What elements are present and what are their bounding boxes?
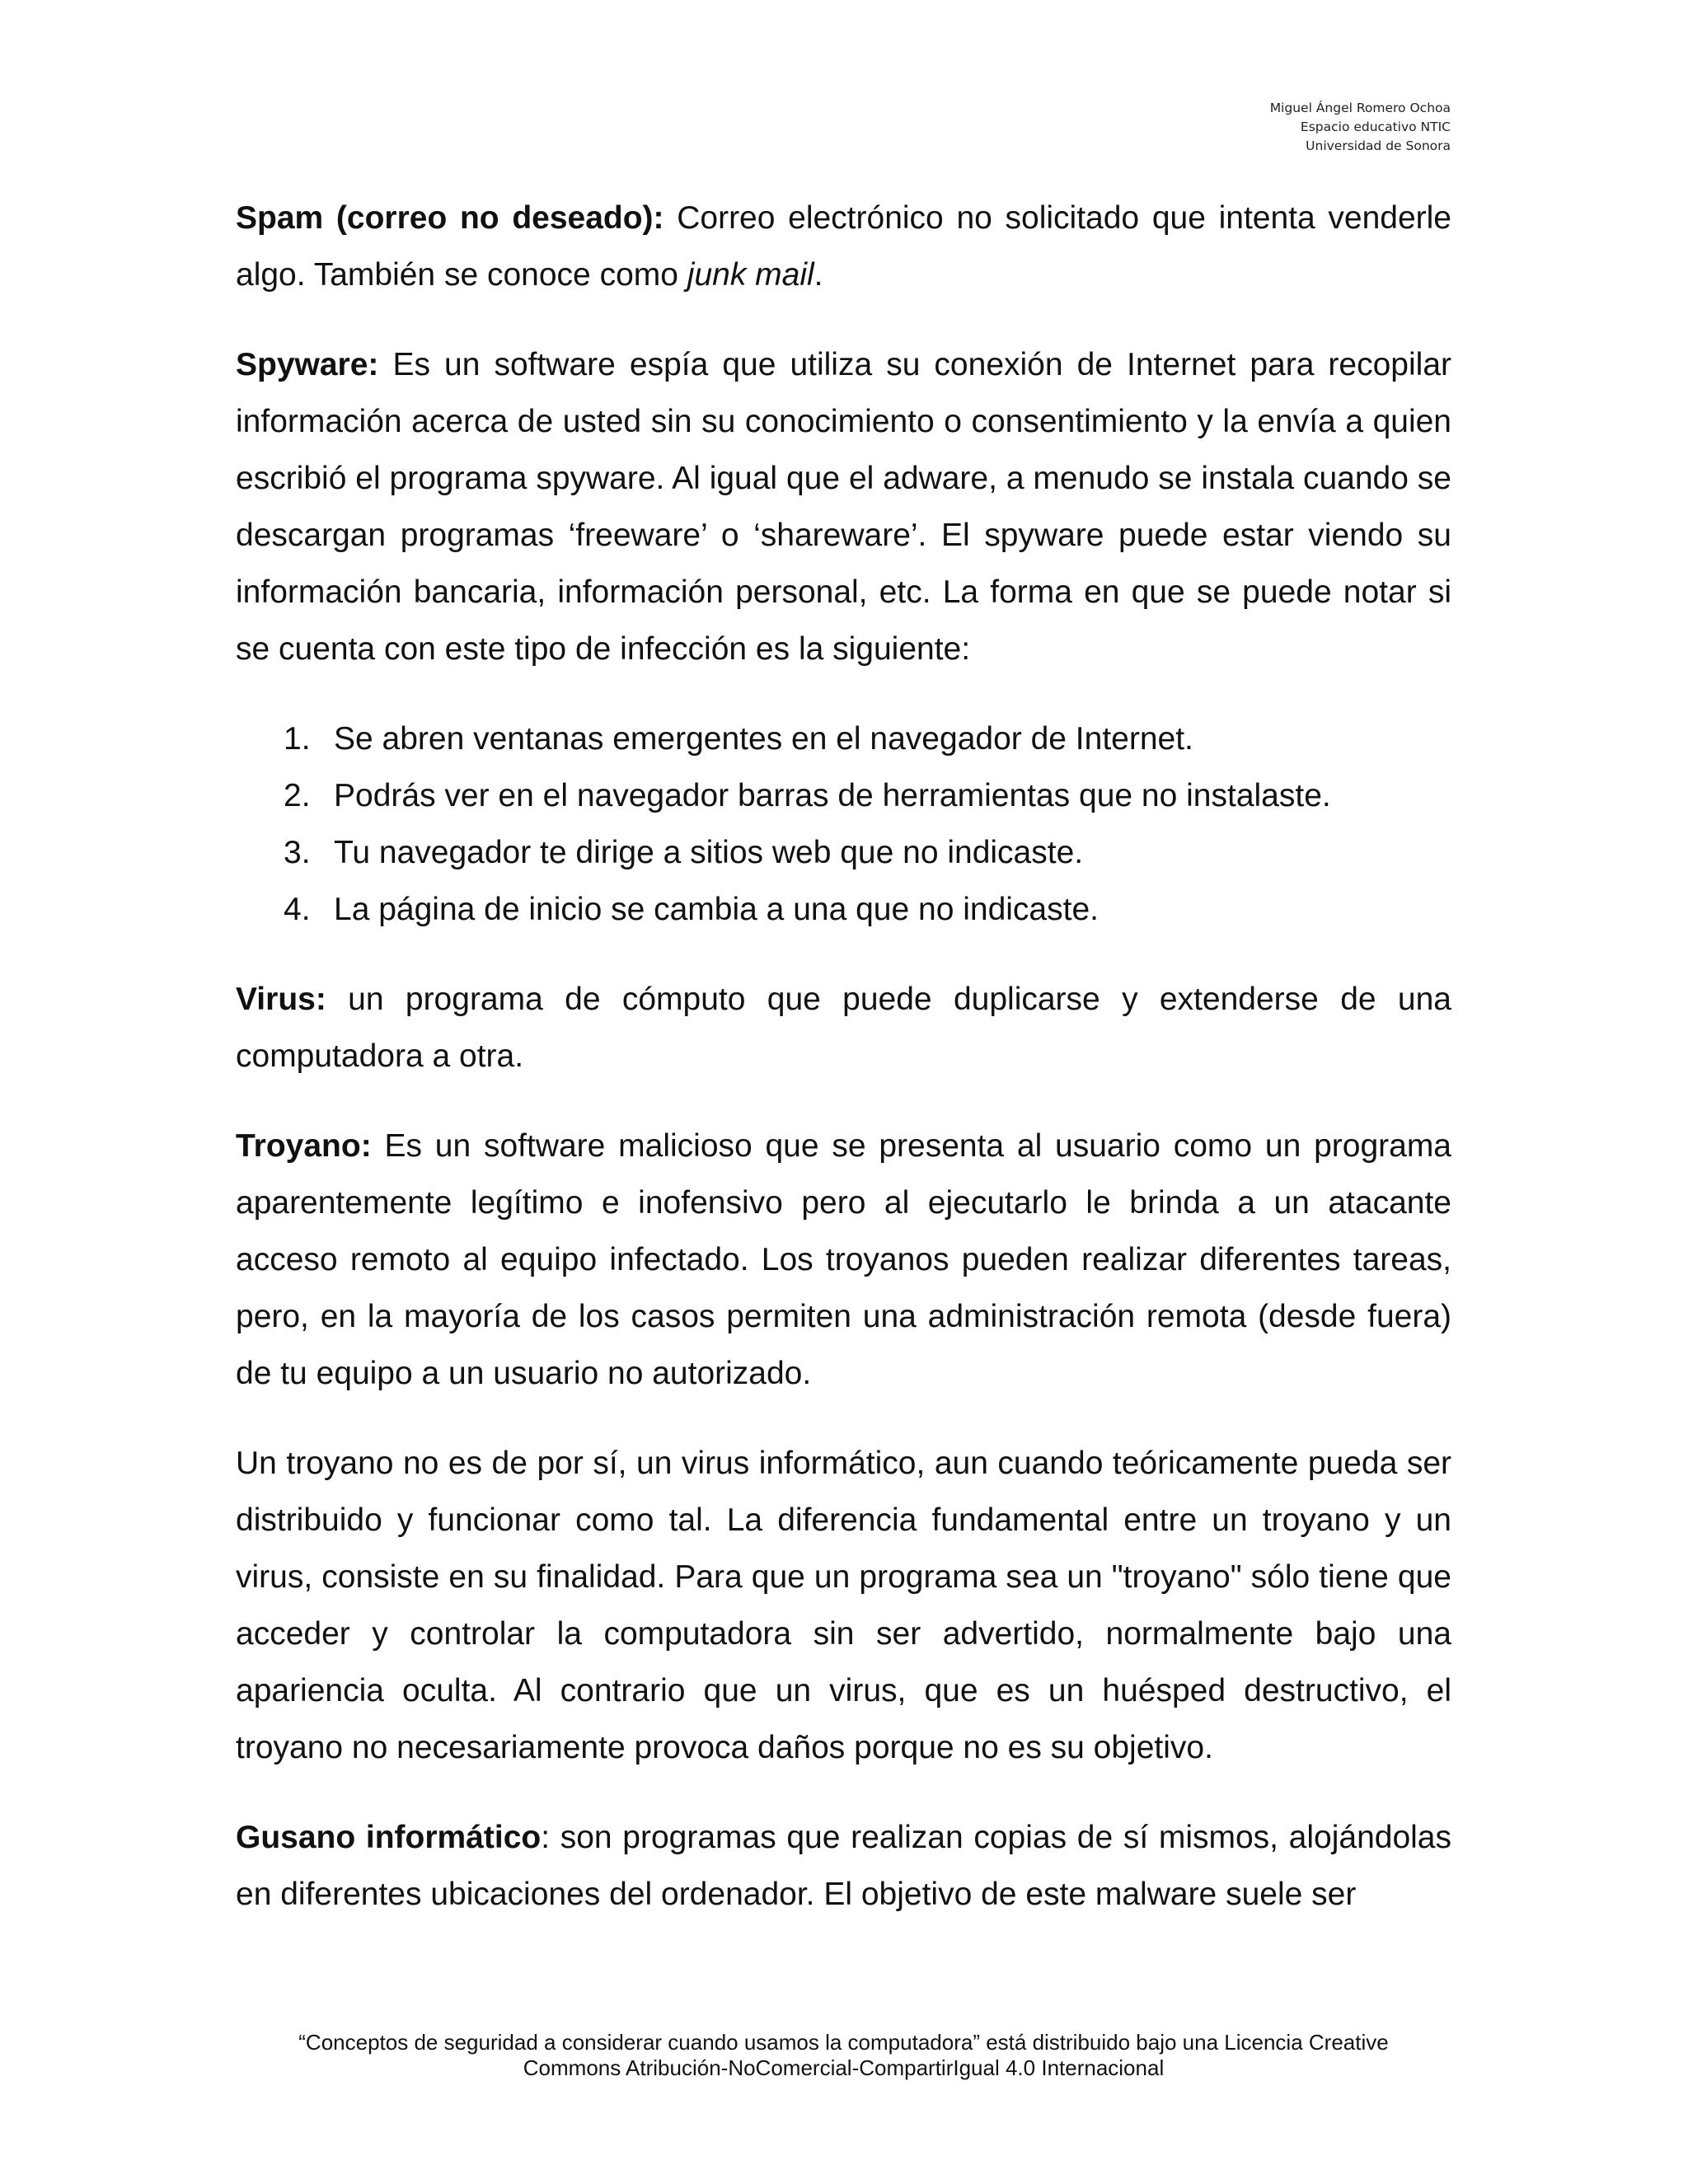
term-spam: Spam (correo no deseado):	[236, 200, 664, 236]
definition-troyano: Es un software malicioso que se presenta al usuario como un programa aparentemente legítimo e inofensivo pero al ejecutarlo le brinda a un atacante acceso remoto al equipo infectado. Los troyanos pueden realizar diferentes tareas, pero, en la mayoría de los casos permiten una administración remota (desde fuera) de tu equipo a un usuario no autorizado.	[236, 1128, 1451, 1391]
header-university: Universidad de Sonora	[1306, 138, 1451, 153]
paragraph-troyano-detail: Un troyano no es de por sí, un virus informático, aun cuando teóricamente pueda ser distribuido y funcionar como tal. La diferencia fundamental entre un troyano y un virus, consiste en su finalidad. Para que un programa sea un "troyano" sólo tiene que acceder y controlar la computadora sin ser advertido, normalmente bajo una apariencia oculta. Al contrario que un virus, que es un huésped destructivo, el troyano no necesariamente provoca daños porque no es su objetivo.	[236, 1446, 1451, 1765]
header-author: Miguel Ángel Romero Ochoa	[1269, 101, 1451, 115]
term-gusano: Gusano informático	[236, 1820, 542, 1855]
term-troyano: Troyano:	[236, 1128, 372, 1164]
list-item	[236, 767, 1451, 824]
definition-gusano: : son programas que realizan copias de sí mismos, alojándolas en diferentes ubicaciones del ordenador. El objetivo de este malware suele ser	[236, 1820, 1451, 1912]
page-header	[1270, 99, 1451, 156]
list-text: Se abren ventanas emergentes en el navegador de Internet.	[334, 721, 1193, 757]
definition-spam: Correo electrónico no solicitado que intenta venderle algo. También se conoce como	[236, 200, 1451, 293]
definition-spam-end: .	[814, 257, 823, 293]
paragraph-spam	[236, 190, 1451, 303]
list-number: 3.	[284, 835, 311, 870]
paragraph-gusano	[236, 1809, 1451, 1923]
footer-line-2: Commons Atribución-NoComercial-CompartirIgual 4.0 Internacional	[523, 2055, 1165, 2080]
header-space: Espacio educativo NTIC	[1300, 120, 1451, 134]
spyware-symptoms-list	[236, 710, 1451, 938]
definition-spyware: Es un software espía que utiliza su conexión de Internet para recopilar información acerca de usted sin su conocimiento o consentimiento y la envía a quien escribió el programa spyware. Al igual que el adware, a menudo se instala cuando se descargan programas ‘freeware’ o ‘shareware’. El spyware puede estar viendo su información bancaria, información personal, etc. La forma en que se puede notar si se cuenta con este tipo de infección es la siguiente:	[236, 347, 1451, 667]
list-number: 4.	[284, 892, 311, 927]
list-item	[236, 710, 1451, 767]
list-item	[236, 824, 1451, 881]
junk-mail-italic: junk mail	[687, 257, 814, 293]
list-number: 1.	[284, 721, 311, 757]
license-footer	[236, 2030, 1451, 2081]
paragraph-virus	[236, 971, 1451, 1085]
paragraph-spyware	[236, 336, 1451, 677]
document-body	[236, 190, 1451, 1923]
footer-line-1: “Conceptos de seguridad a considerar cuando usamos la computadora” está distribuido bajo una Licencia Creative	[298, 2030, 1389, 2055]
list-item	[236, 881, 1451, 938]
paragraph-troyano	[236, 1118, 1451, 1402]
definition-virus: un programa de cómputo que puede duplicarse y extenderse de una computadora a otra.	[236, 982, 1451, 1074]
term-spyware: Spyware:	[236, 347, 379, 382]
list-text: La página de inicio se cambia a una que no indicaste.	[334, 892, 1099, 927]
list-text: Podrás ver en el navegador barras de herramientas que no instalaste.	[334, 778, 1331, 813]
term-virus: Virus:	[236, 982, 326, 1017]
list-text: Tu navegador te dirige a sitios web que no indicaste.	[334, 835, 1084, 870]
list-number: 2.	[284, 778, 311, 813]
